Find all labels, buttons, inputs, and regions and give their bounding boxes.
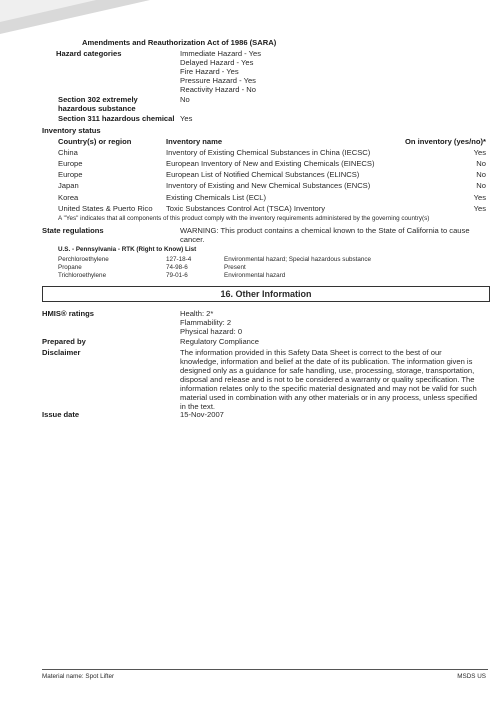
hazard-value: Reactivity Hazard - No	[180, 85, 256, 94]
disclaimer-line: material used in combination with any other materials or in any process, unless specified	[180, 393, 478, 402]
disclaimer-line: disposal and release and is not to be considered a warranty or quality specification. The	[180, 375, 475, 384]
footer-doc-code: MSDS US	[457, 673, 486, 680]
inventory-on: No	[476, 181, 486, 190]
inventory-heading: Inventory status	[42, 126, 101, 135]
state-warning-line: cancer.	[180, 235, 205, 244]
inventory-name: European Inventory of New and Existing Chemicals (EINECS)	[166, 159, 375, 168]
hazard-value: Fire Hazard - Yes	[180, 67, 239, 76]
section-302-label-line: hazardous substance	[58, 104, 136, 113]
inventory-name: Toxic Substances Control Act (TSCA) Inventory	[166, 204, 326, 213]
footer-divider	[42, 669, 488, 670]
hazard-value: Delayed Hazard - Yes	[180, 58, 254, 67]
inventory-col-on: On inventory (yes/no)*	[404, 137, 486, 146]
disclaimer-line: knowledge, information and belief at the date of its publication. The information given is	[180, 357, 473, 366]
rtk-status: Environmental hazard	[224, 272, 286, 279]
inventory-name: Inventory of Existing and New Chemical Substances (ENCS)	[166, 181, 371, 190]
hmis-value: Health: 2*	[180, 309, 214, 318]
disclaimer-line: designed only as a guidance for safe handling, use, processing, storage, transportation,	[180, 366, 475, 375]
hazard-value: Pressure Hazard - Yes	[180, 76, 256, 85]
section-16-title: 16. Other Information	[220, 289, 312, 299]
issue-date-label: Issue date	[42, 410, 80, 419]
inventory-on: Yes	[473, 193, 486, 202]
inventory-name: European List of Notified Chemical Substances (ELINCS)	[166, 170, 360, 179]
inventory-on: No	[476, 170, 486, 179]
inventory-on: Yes	[473, 148, 486, 157]
disclaimer-text	[180, 348, 477, 411]
hazard-categories-label: Hazard categories	[56, 49, 122, 58]
inventory-col-country: Country(s) or region	[58, 137, 132, 146]
hmis-label: HMIS® ratings	[42, 309, 95, 318]
rtk-chemical: Trichloroethylene	[58, 272, 107, 279]
inventory-country: United States & Puerto Rico	[58, 204, 153, 213]
disclaimer-label: Disclaimer	[42, 348, 81, 357]
disclaimer-line: information relates only to the specific material designated and may not be valid for such	[180, 384, 477, 393]
rtk-cas: 74-98-6	[166, 264, 188, 271]
hazard-categories-values	[180, 49, 261, 94]
section-302-label	[58, 95, 138, 113]
inventory-country: Japan	[58, 181, 79, 190]
prepared-by-label: Prepared by	[42, 337, 86, 346]
inventory-on: Yes	[473, 204, 486, 213]
disclaimer-line: The information provided in this Safety Data Sheet is correct to the best of our	[180, 348, 442, 357]
section-302-label-line: Section 302 extremely	[58, 95, 138, 104]
folded-corner-highlight	[0, 0, 96, 22]
inventory-col-name: Inventory name	[166, 137, 223, 146]
hmis-value: Physical hazard: 0	[180, 327, 243, 336]
rtk-status: Present	[224, 264, 246, 271]
inventory-country: China	[58, 148, 78, 157]
section-311-label: Section 311 hazardous chemical	[58, 114, 175, 123]
section-16-header	[42, 286, 490, 302]
inventory-country: Europe	[58, 159, 83, 168]
state-warning-line: WARNING: This product contains a chemical known to the State of California to cause	[180, 226, 470, 235]
rtk-chemical: Propane	[58, 264, 82, 271]
section-311-value: Yes	[180, 114, 193, 123]
inventory-country: Korea	[58, 193, 79, 202]
rtk-status: Environmental hazard; Special hazardous substance	[224, 256, 372, 263]
rtk-chemical: Perchloroethylene	[58, 256, 109, 263]
state-regulations-label: State regulations	[42, 226, 104, 235]
rtk-heading: U.S. - Pennsylvania - RTK (Right to Know) List	[58, 246, 197, 253]
sara-heading: Amendments and Reauthorization Act of 1986 (SARA)	[82, 38, 277, 47]
footer-material-name: Material name: Spot Lifter	[42, 673, 115, 680]
inventory-name: Existing Chemicals List (ECL)	[166, 193, 267, 202]
hazard-value: Immediate Hazard - Yes	[180, 49, 262, 58]
section-302-value: No	[180, 95, 190, 104]
hmis-values	[180, 309, 242, 336]
inventory-country: Europe	[58, 170, 83, 179]
rtk-cas: 127-18-4	[166, 256, 192, 263]
inventory-on: No	[476, 159, 486, 168]
disclaimer-line: in the text.	[180, 402, 216, 411]
state-warning	[180, 226, 470, 244]
hmis-value: Flammability: 2	[180, 318, 232, 327]
inventory-footnote: A "Yes" indicates that all components of this product comply with the inventory requirements administered by the governing country(s)	[58, 215, 430, 222]
issue-date-value: 15-Nov-2007	[180, 410, 224, 419]
prepared-by-value: Regulatory Compliance	[180, 337, 259, 346]
rtk-cas: 79-01-6	[166, 272, 188, 279]
inventory-name: Inventory of Existing Chemical Substances in China (IECSC)	[166, 148, 371, 157]
